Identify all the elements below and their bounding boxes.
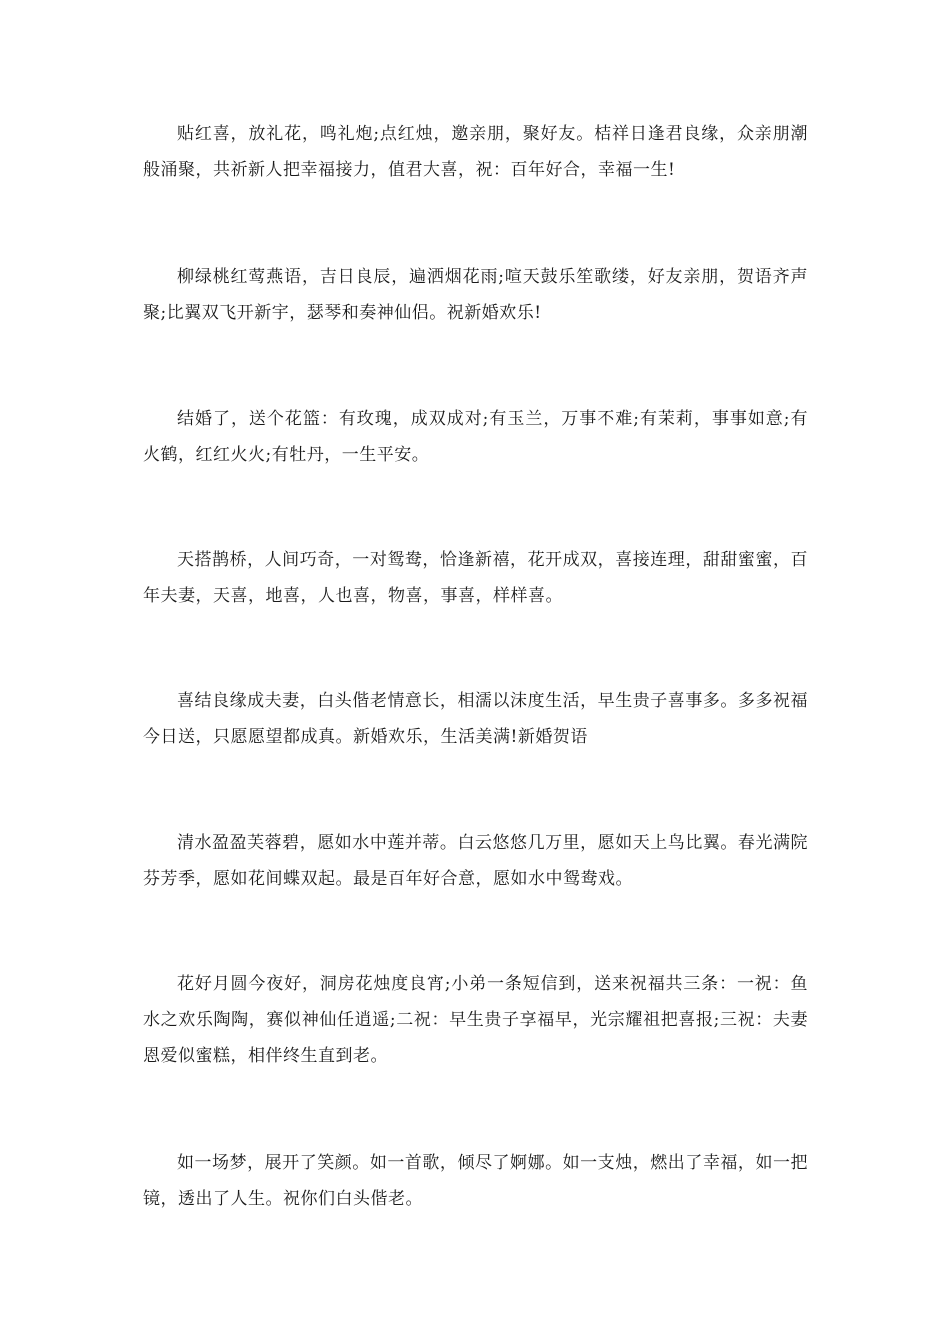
- paragraph-4: 天搭鹊桥，人间巧奇，一对鸳鸯，恰逢新禧，花开成双，喜接连理，甜甜蜜蜜，百年夫妻，天喜，地喜，人也喜，物喜，事喜，样样喜。: [143, 550, 808, 606]
- paragraph-7: 花好月圆今夜好，洞房花烛度良宵;小弟一条短信到，送来祝福共三条：一祝：鱼水之欢乐陶陶，赛似神仙任逍遥;二祝：早生贵子享福早，光宗耀祖把喜报;三祝：夫妻恩爱似蜜糕，相伴终生直到老。: [143, 974, 808, 1066]
- paragraph-8: 如一场梦，展开了笑颜。如一首歌，倾尽了婀娜。如一支烛，燃出了幸福，如一把镜，透出了人生。祝你们白头偕老。: [143, 1153, 808, 1209]
- paragraph-5: 喜结良缘成夫妻，白头偕老情意长，相濡以沫度生活，早生贵子喜事多。多多祝福今日送，只愿愿望都成真。新婚欢乐，生活美满!新婚贺语: [143, 691, 808, 747]
- paragraph-2: 柳绿桃红莺燕语，吉日良辰，遍洒烟花雨;喧天鼓乐笙歌缕，好友亲朋，贺语齐声聚;比翼双飞开新宇，瑟琴和奏神仙侣。祝新婚欢乐!: [143, 267, 808, 323]
- paragraph-1: 贴红喜，放礼花，鸣礼炮;点红烛，邀亲朋，聚好友。桔祥日逢君良缘，众亲朋潮般涌聚，共祈新人把幸福接力，值君大喜，祝：百年好合，幸福一生!: [143, 124, 808, 180]
- paragraph-6: 清水盈盈芙蓉碧，愿如水中莲并蒂。白云悠悠几万里，愿如天上鸟比翼。春光满院芬芳季，愿如花间蝶双起。最是百年好合意，愿如水中鸳鸯戏。: [143, 833, 808, 889]
- paragraph-3: 结婚了，送个花篮：有玫瑰，成双成对;有玉兰，万事不难;有茉莉，事事如意;有火鹤，红红火火;有牡丹，一生平安。: [143, 409, 808, 465]
